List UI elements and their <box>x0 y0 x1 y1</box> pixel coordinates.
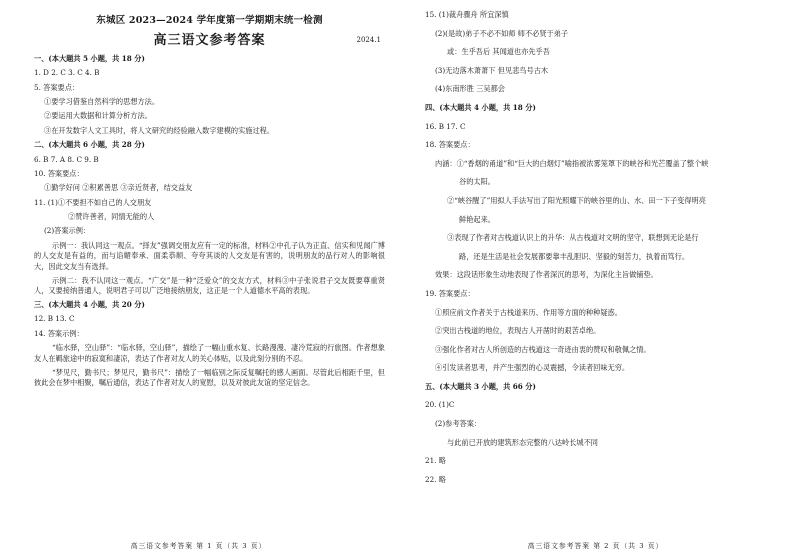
answer-line: 谷的太阳。 <box>459 177 495 187</box>
answer-line: 内涵：①“香烟的甬道”和“巨大的白烟灯”喻指被浓雾笼罩下的峡谷和光芒覆盖了整个峡 <box>435 158 709 168</box>
page-2 <box>397 0 794 558</box>
answer-line: 5. 答案要点： <box>34 82 80 92</box>
answer-line: 14. 答案示例： <box>34 328 84 338</box>
section-heading: 三、(本大题共 4 小题，共 20 分) <box>34 300 145 310</box>
answer-paragraph-11-example-2: 示例二：我不认同这一观点。“广交”是一种“泛爱众”的交友方式，材料③中子张说君子交友既要尊重贤人，又要接纳普通人，说明君子可以广泛地接纳朋友，这正是一个人道德水平高的表现。 <box>34 275 385 296</box>
page-2-footer: 高三语文参考答案 第 2 页（共 3 页） <box>527 542 664 551</box>
answer-line: 15. (1)裁舟骤舟 所宜深慎 <box>425 10 509 19</box>
answer-line: 20. (1)C <box>425 400 455 410</box>
section-heading: 二、(本大题共 6 小题，共 28 分) <box>34 140 145 150</box>
answer-line: (2)(是故)弟子不必不如师 师不必贤于弟子 <box>435 28 569 38</box>
answer-line: 11. (1)①不要担不如自己的人交朋友 <box>34 197 152 207</box>
answer-line: 鲜艳起来。 <box>459 214 495 224</box>
exam-date: 2024.1 <box>356 35 381 44</box>
answer-line: ③表现了作者对古栈道认识上的升华：从古栈道对文明的坚守，联想到无论是行 <box>447 233 699 243</box>
page-1-lines-b <box>34 300 385 343</box>
answer-line: ②赞许善者，同情无能的人 <box>68 212 155 222</box>
answer-line: 路，还是生活是社会发展都要靠丰乱胆识、坚毅的刻苦力，执着而笃行。 <box>459 251 690 261</box>
answer-line: 6. B 7. A 8. C 9. B <box>34 154 99 164</box>
answer-line: (2)参考答案： <box>435 419 482 429</box>
answer-paragraph-14-part-1: “临水驿，空山驿”：“临水驿，空山驿”，描绘了一幅山重水复、长路漫漫、凄冷荒寂的行旅图。作者想象友人在羁旅途中的寂寞和凄凉，表达了作者对友人的关心体贴，以及此刻分别的不忍。 <box>34 343 385 363</box>
answer-line: ③强化作者对古人所创造的古栈道这一奇迹由衷的赞叹和敬佩之情。 <box>435 344 651 354</box>
page-1-lines-a <box>34 54 385 241</box>
section-heading: 五、(本大题共 3 小题，共 66 分) <box>425 381 536 391</box>
answer-line: 效果：这段话形象生动地表现了作者深沉的思考，为深化主旨做铺垫。 <box>435 270 658 280</box>
page-1-footer: 高三语文参考答案 第 1 页（共 3 页） <box>130 542 267 551</box>
answer-line: 与此前已开放的建筑形态完整的八达岭长城不同 <box>447 437 598 447</box>
answer-line: 10. 答案要点： <box>34 168 84 178</box>
answer-line: ②“峡谷醒了”用拟人手法写出了阳光照耀下的峡谷里的山、水、田一下子变得明亮 <box>447 195 706 205</box>
section-heading: 四、(本大题共 4 小题，共 18 分) <box>425 102 536 112</box>
title-row <box>34 32 385 48</box>
answer-line: ①照应前文作者关于古栈道来历、作用等方面的种种疑惑。 <box>435 307 622 317</box>
answer-line: 19. 答案要点： <box>425 288 475 298</box>
answer-line: ④引发读者思考，并产生强烈的心灵震撼，令读者回味无穷。 <box>435 363 630 373</box>
answer-line: 22. 略 <box>425 474 446 484</box>
answer-line: ①勤学好问 ②积累善思 ③亲近贤者，结交益友 <box>44 183 193 193</box>
answer-line: (3)无边落木萧萧下 但见悲鸟号古木 <box>435 65 549 75</box>
answer-paragraph-11-example-1: 示例一：我认同这一观点。“择友”强调交朋友应有一定的标准，材料②中孔子认为正直、信实和见闻广博的人交友是有益的，而与谄媚奉承、面柔恭顺、夸夸其谈的人交友是有害的，说明朋友的品行对人的影响很大，因此交友当有选择。 <box>34 240 385 271</box>
answer-line: ②突出古栈道的地位，表现古人开凿时的艰苦卓绝。 <box>435 326 601 336</box>
answer-line: 18. 答案要点： <box>425 140 475 150</box>
answer-line: (4)东南形胜 三吴都会 <box>435 84 505 94</box>
exam-title: 东城区 2023—2024 学年度第一学期期末统一检测 <box>96 15 323 26</box>
page-2-lines <box>425 10 766 493</box>
answer-paragraph-14-part-2: “梦见尺，勤书尺；梦见尺，勤书尺”：描绘了一幅临别之际反复嘱托的感人画面。尽管此后相距千里，但彼此会在梦中相聚，嘱后通信，表达了作者对友人的宽慰，以及对彼此友谊的坚定信念。 <box>34 367 385 388</box>
answer-line: (2)答案示例： <box>44 226 91 236</box>
answer-line: 12. B 13. C <box>34 314 75 324</box>
answer-line: ②要运用大数据和计算分析方法。 <box>44 111 152 121</box>
answer-line: ③在开发数字人文工具时，将人文研究的经验融入数字建模的实施过程。 <box>44 125 275 135</box>
answer-key-title: 高三语文参考答案 <box>153 32 266 48</box>
answer-line: 或：生乎吾后 其闻道也亦先乎吾 <box>447 47 550 57</box>
answer-line: 16. B 17. C <box>425 121 466 131</box>
section-heading: 一、(本大题共 5 小题，共 18 分) <box>34 53 145 63</box>
answer-line: 1. D 2. C 3. C 4. B <box>34 68 100 78</box>
answer-line: 21. 略 <box>425 456 446 466</box>
answer-line: ①要学习借鉴自然科学的思想方法。 <box>44 96 160 106</box>
